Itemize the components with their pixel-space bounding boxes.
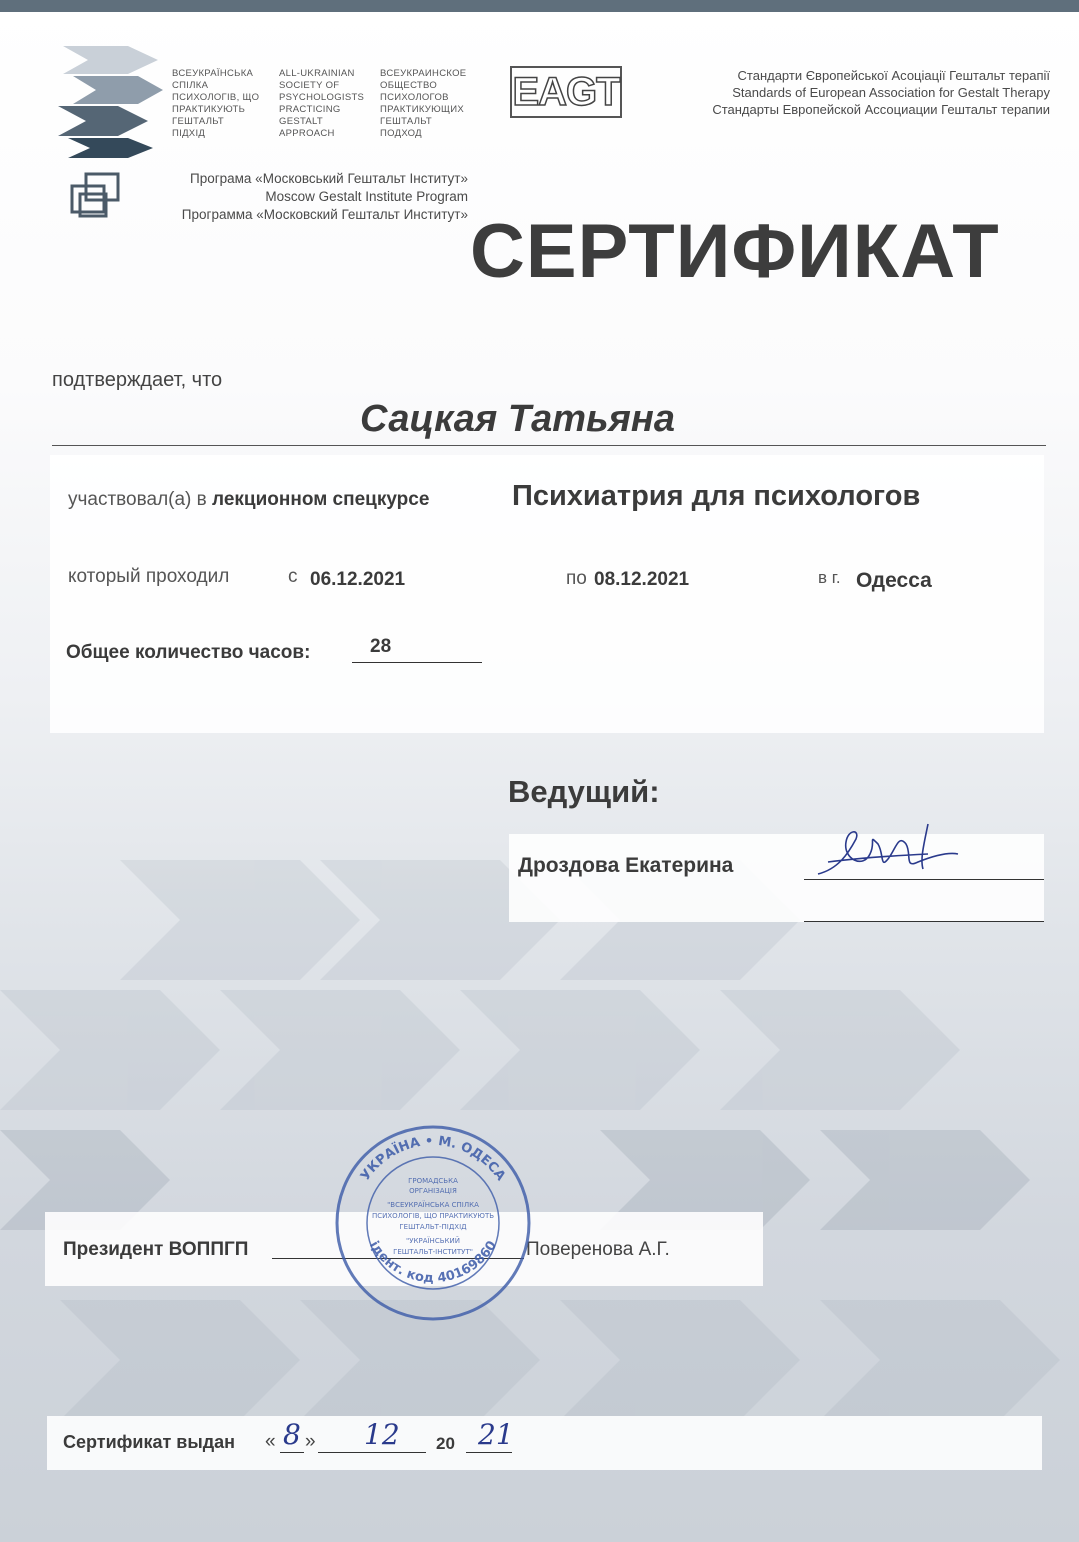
participated-text: [68, 489, 429, 511]
from-label: с: [288, 566, 298, 587]
leader-second-line: [804, 921, 1044, 922]
city: Одесса: [856, 569, 932, 592]
stamp-inner-line: ГЕШТАЛЬТ-ІНСТИТУТ": [393, 1248, 473, 1256]
issued-label: Сертификат выдан: [63, 1432, 236, 1452]
svg-text:ідент. код 40169860: [366, 1239, 500, 1287]
issued-month: 12: [364, 1418, 400, 1451]
to-date: 08.12.2021: [594, 569, 690, 590]
mgi-logo-icon: [70, 172, 122, 222]
issued-day-line: [280, 1452, 304, 1453]
president-name: Поверенова А.Г.: [526, 1239, 670, 1260]
issued-year-suffix: 21: [478, 1418, 514, 1451]
issued-open-quote: «: [265, 1431, 276, 1452]
city-label: в г.: [818, 568, 841, 587]
stamp-inner-line: "ВСЕУКРАЇНСЬКА СПІЛКА: [387, 1201, 479, 1209]
org-name-en: ALL-UKRAINIAN SOCIETY OF PSYCHOLOGISTS PRACTICING GESTALT APPROACH: [279, 68, 365, 139]
participated-prefix: участвовал(а) в: [68, 489, 213, 510]
issued-day: 8: [283, 1418, 301, 1451]
issued-year-prefix: 20: [436, 1434, 455, 1453]
stamp-inner-line: ГЕШТАЛЬТ-ПІДХІД: [399, 1223, 467, 1231]
org-name-ru: ВСЕУКРАИНСКОЕ ОБЩЕСТВО ПСИХОЛОГОВ ПРАКТИКУЮЩИХ ГЕШТАЛЬТ ПОДХОД: [380, 68, 467, 139]
participated-type: лекционном спецкурсе: [212, 489, 430, 510]
certificate-title: СЕРТИФИКАТ: [470, 209, 1000, 294]
confirms-text: подтверждает, что: [52, 369, 223, 391]
eagt-logo-text: EAGT: [512, 69, 620, 114]
hours-value: 28: [370, 636, 392, 657]
voppgp-logo-icon: [58, 46, 163, 158]
president-label: Президент ВОППГП: [63, 1239, 249, 1260]
stamp-inner-line: ГРОМАДСЬКА: [408, 1177, 458, 1185]
recipient-name: Сацкая Татьяна: [360, 398, 676, 440]
to-label: по: [566, 568, 587, 589]
issued-year-line: [466, 1452, 512, 1453]
leader-name: Дроздова Екатерина: [518, 854, 734, 877]
leader-signature: [808, 814, 968, 884]
org-name-ua: ВСЕУКРАЇНСЬКА СПІЛКА ПСИХОЛОГІВ, ЩО ПРАКТИКУЮТЬ ГЕШТАЛЬТ ПІДХІД: [172, 68, 260, 139]
stamp-inner-line: ОРГАНІЗАЦІЯ: [409, 1187, 457, 1195]
leader-heading: Ведущий:: [508, 774, 660, 809]
name-underline: [52, 445, 1046, 446]
issued-month-line: [318, 1452, 426, 1453]
eagt-logo: [510, 66, 622, 118]
hours-underline: [352, 662, 482, 663]
stamp-outer-top: УКРАЇНА • М. ОДЕСА: [357, 1133, 509, 1184]
course-name: Психиатрия для психологов: [512, 480, 921, 512]
stamp-inner-line: "УКРАЇНСЬКИЙ: [406, 1237, 460, 1245]
stamp-outer-bottom: ідент. код 40169860: [366, 1238, 500, 1287]
held-label: который проходил: [68, 566, 230, 587]
eagt-standards: Стандарти Європейської Асоціації Гештальт терапії Standards of European Association for Gestalt Therapy Стандарты Европейской Ассоциации Гештальт терапии: [712, 68, 1050, 117]
hours-label: Общее количество часов:: [66, 642, 311, 663]
from-date: 06.12.2021: [310, 569, 406, 590]
official-stamp: [333, 1123, 533, 1323]
mgi-program: Програма «Московський Гештальт Інститут» Moscow Gestalt Institute Program Программа «Московский Гештальт Институт»: [181, 171, 468, 222]
stamp-inner-line: ПСИХОЛОГІВ, ЩО ПРАКТИКУЮТЬ: [371, 1212, 495, 1220]
issued-close-quote: »: [305, 1431, 316, 1452]
